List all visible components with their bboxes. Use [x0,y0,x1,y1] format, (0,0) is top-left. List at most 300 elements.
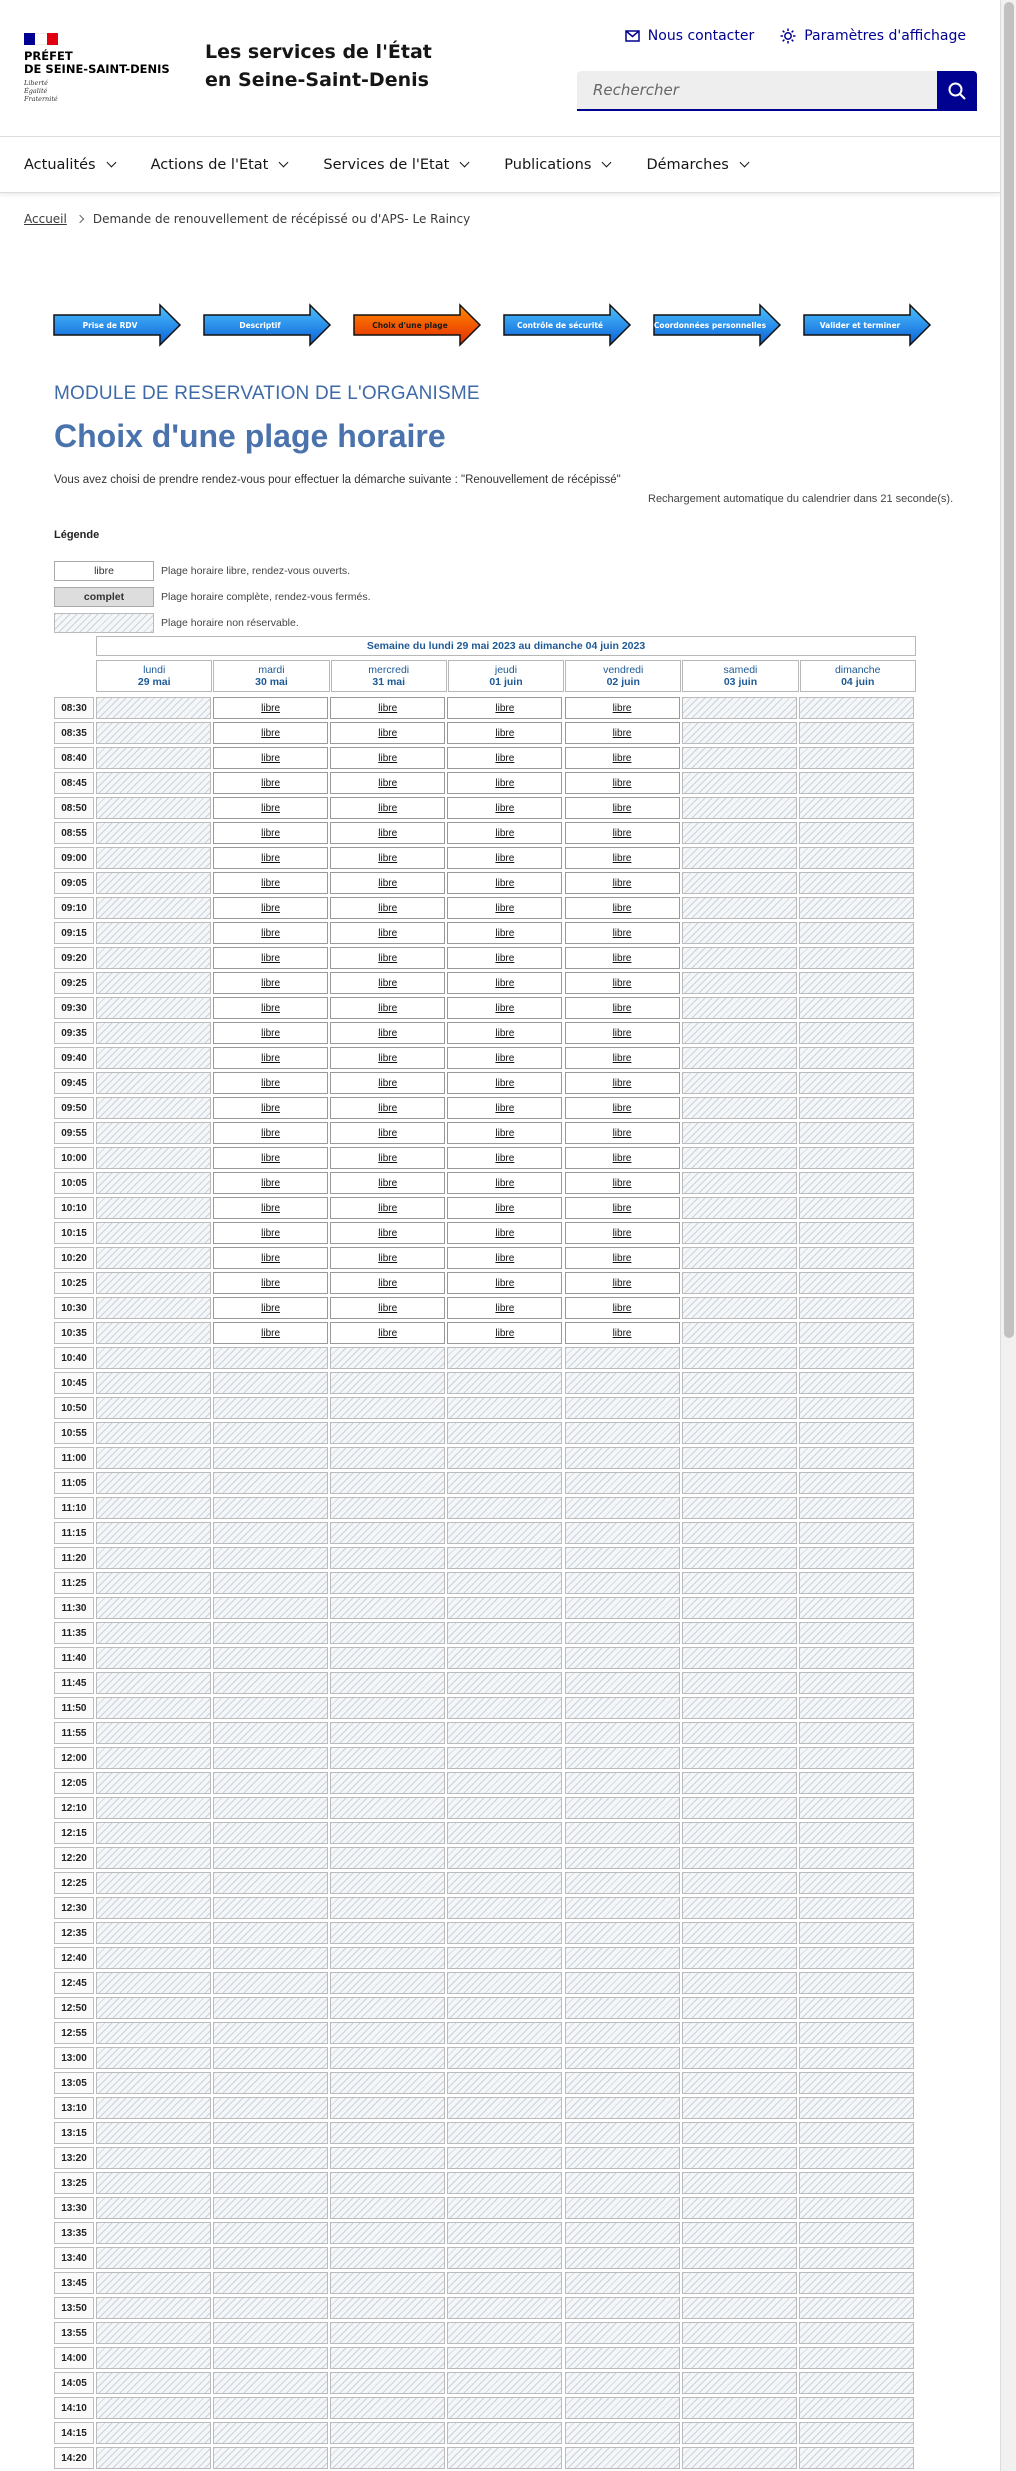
slot-unavailable [330,1447,445,1469]
slot-free-link[interactable]: libre [378,952,398,964]
slot-free-link[interactable]: libre [378,1152,398,1164]
slot-free-link[interactable]: libre [378,1177,398,1189]
slot-free[interactable] [565,997,680,1019]
slot-free-link[interactable]: libre [495,702,515,714]
slot-free[interactable] [213,1297,328,1319]
slot-unavailable [565,1772,680,1794]
slot-free-link[interactable]: libre [261,1127,281,1139]
slot-unavailable [565,1572,680,1594]
slot-unavailable [565,1622,680,1644]
time-row [54,697,916,722]
slot-free[interactable] [330,747,445,769]
slot-free-link[interactable]: libre [495,1052,515,1064]
site-title[interactable]: Les services de l'État en Seine-Saint-Denis [205,41,432,91]
slot-free-link[interactable]: libre [612,827,632,839]
slot-free-link[interactable]: libre [378,902,398,914]
time-label: 13:35 [54,2222,94,2244]
slot-free-link[interactable]: libre [261,1027,281,1039]
time-row [54,1397,916,1422]
slot-free[interactable] [447,772,562,794]
contact-link[interactable] [625,28,754,44]
slot-free-link[interactable]: libre [612,802,632,814]
slot-free[interactable] [330,1197,445,1219]
slot-free[interactable] [447,747,562,769]
slot-free-link[interactable]: libre [261,1152,281,1164]
slot-free[interactable] [213,947,328,969]
slot-free[interactable] [565,822,680,844]
slot-free-link[interactable]: libre [495,927,515,939]
slot-free[interactable] [330,1272,445,1294]
slot-free-link[interactable]: libre [612,977,632,989]
slot-unavailable [565,1547,680,1569]
slot-free[interactable] [565,1247,680,1269]
slot-free-link[interactable]: libre [261,727,281,739]
slot-free[interactable] [213,697,328,719]
slot-free-link[interactable]: libre [378,1202,398,1214]
slot-free[interactable] [213,797,328,819]
slot-free-link[interactable]: libre [612,1002,632,1014]
slot-unavailable [682,1847,797,1869]
slot-free[interactable] [565,1097,680,1119]
slot-free[interactable] [565,947,680,969]
slot-free[interactable] [447,972,562,994]
slot-free-link[interactable]: libre [261,1327,281,1339]
slot-free-link[interactable]: libre [612,927,632,939]
slot-unavailable [330,1372,445,1394]
slot-free-link[interactable]: libre [495,1177,515,1189]
slot-free-link[interactable]: libre [261,1002,281,1014]
slot-free[interactable] [565,1297,680,1319]
slot-free-link[interactable]: libre [495,1252,515,1264]
slot-free[interactable] [330,922,445,944]
slot-unavailable [799,1322,914,1344]
slot-free[interactable] [565,847,680,869]
slot-unavailable [565,1797,680,1819]
slot-unavailable [682,1022,797,1044]
vertical-scrollbar[interactable] [1000,0,1016,2471]
slot-free[interactable] [330,1247,445,1269]
slot-free[interactable] [565,1272,680,1294]
slot-free-link[interactable]: libre [261,877,281,889]
slot-unavailable [96,1322,211,1344]
slot-free[interactable] [565,872,680,894]
slot-free[interactable] [447,1297,562,1319]
slot-free[interactable] [447,722,562,744]
slot-free[interactable] [330,1072,445,1094]
slot-free-link[interactable]: libre [495,877,515,889]
slot-free[interactable] [565,1122,680,1144]
slot-free[interactable] [565,1172,680,1194]
slot-free-link[interactable]: libre [378,1227,398,1239]
slot-free-link[interactable]: libre [495,977,515,989]
time-label: 10:20 [54,1247,94,1269]
slot-free[interactable] [565,922,680,944]
slot-free[interactable] [565,747,680,769]
slot-free[interactable] [565,1047,680,1069]
slot-free[interactable] [447,1097,562,1119]
slot-free-link[interactable]: libre [261,952,281,964]
contact-label: Nous contacter [647,28,755,44]
slot-unavailable [565,1872,680,1894]
slot-free-link[interactable]: libre [378,1002,398,1014]
slot-unavailable [213,1897,328,1919]
slot-free[interactable] [213,1197,328,1219]
slot-unavailable [799,1972,914,1994]
slot-free-link[interactable]: libre [495,1277,515,1289]
slot-free[interactable] [447,1322,562,1344]
slot-free[interactable] [330,822,445,844]
slot-free-link[interactable]: libre [378,1302,398,1314]
slot-free[interactable] [330,772,445,794]
slot-free-link[interactable]: libre [378,1102,398,1114]
slot-free-link[interactable]: libre [495,1002,515,1014]
time-label: 08:40 [54,747,94,769]
step-1 [52,303,182,347]
prefecture-logo[interactable] [24,33,170,103]
slot-free-link[interactable]: libre [495,1302,515,1314]
search-button[interactable] [937,71,977,111]
slot-unavailable [799,797,914,819]
slot-free[interactable] [565,1322,680,1344]
slot-unavailable [799,2247,914,2269]
slot-free[interactable] [330,797,445,819]
slot-free-link[interactable]: libre [495,1227,515,1239]
slot-free[interactable] [447,822,562,844]
slot-free[interactable] [447,1147,562,1169]
time-row [54,772,916,797]
slot-unavailable [447,1497,562,1519]
slot-free[interactable] [565,1197,680,1219]
slot-free[interactable] [565,697,680,719]
slot-unavailable [682,1622,797,1644]
scrollbar-thumb[interactable] [1004,2,1014,1338]
slot-free[interactable] [565,897,680,919]
slot-free[interactable] [213,1022,328,1044]
slot-unavailable [682,1322,797,1344]
slot-free[interactable] [213,1097,328,1119]
slot-free[interactable] [447,1072,562,1094]
slot-free-link[interactable]: libre [378,1077,398,1089]
slot-unavailable [565,1722,680,1744]
slot-free-link[interactable]: libre [612,1227,632,1239]
slot-free[interactable] [447,1197,562,1219]
slot-free[interactable] [447,847,562,869]
slot-free[interactable] [213,897,328,919]
slot-unavailable [330,1822,445,1844]
slot-free[interactable] [213,847,328,869]
slot-unavailable [682,747,797,769]
slot-free[interactable] [447,1022,562,1044]
slot-unavailable [96,1922,211,1944]
slot-free-link[interactable]: libre [612,1327,632,1339]
slot-unavailable [565,2297,680,2319]
slot-unavailable [213,2122,328,2144]
slot-free[interactable] [330,997,445,1019]
slot-free[interactable] [213,1222,328,1244]
slot-unavailable [799,922,914,944]
slot-free-link[interactable]: libre [378,752,398,764]
slot-free[interactable] [447,1047,562,1069]
slot-free-link[interactable]: libre [612,1302,632,1314]
slot-free-link[interactable]: libre [612,1152,632,1164]
slot-free-link[interactable]: libre [378,702,398,714]
slot-free-link[interactable]: libre [378,1027,398,1039]
time-row [54,922,916,947]
slot-free-link[interactable]: libre [495,752,515,764]
slot-free-link[interactable]: libre [378,877,398,889]
slot-free-link[interactable]: libre [612,702,632,714]
slot-free-link[interactable]: libre [261,852,281,864]
slot-free-link[interactable]: libre [495,1202,515,1214]
time-label: 12:00 [54,1747,94,1769]
nav-item-publications[interactable] [504,137,610,192]
slot-free-link[interactable]: libre [261,1302,281,1314]
slot-unavailable [96,747,211,769]
slot-free-link[interactable]: libre [378,727,398,739]
slot-unavailable [799,2097,914,2119]
search-input[interactable]: Rechercher [577,71,937,111]
slot-free-link[interactable]: libre [261,1177,281,1189]
slot-unavailable [565,2422,680,2444]
slot-free[interactable] [447,922,562,944]
slot-free[interactable] [447,1172,562,1194]
slot-free-link[interactable]: libre [261,1077,281,1089]
slot-free-link[interactable]: libre [495,1102,515,1114]
display-settings-link[interactable] [780,28,966,44]
time-label: 10:05 [54,1172,94,1194]
slot-free-link[interactable]: libre [261,1202,281,1214]
slot-free-link[interactable]: libre [612,852,632,864]
slot-free-link[interactable]: libre [612,902,632,914]
slot-unavailable [682,1597,797,1619]
slot-unavailable [213,1422,328,1444]
slot-free-link[interactable]: libre [261,977,281,989]
slot-free[interactable] [447,1272,562,1294]
slot-free[interactable] [565,1072,680,1094]
slot-unavailable [447,1347,562,1369]
slot-free[interactable] [213,1272,328,1294]
slot-free[interactable] [447,897,562,919]
slot-unavailable [96,2447,211,2469]
time-row [54,1897,916,1922]
slot-free[interactable] [213,972,328,994]
time-label: 11:50 [54,1697,94,1719]
time-label: 12:40 [54,1947,94,1969]
slot-free[interactable] [330,1172,445,1194]
slot-free[interactable] [213,1322,328,1344]
slot-free[interactable] [330,1222,445,1244]
slot-free-link[interactable]: libre [495,1027,515,1039]
slot-free-link[interactable]: libre [261,802,281,814]
slot-free[interactable] [447,1222,562,1244]
slot-free[interactable] [213,872,328,894]
slot-free[interactable] [330,722,445,744]
slot-free-link[interactable]: libre [261,1052,281,1064]
slot-free[interactable] [330,1097,445,1119]
step-3 [352,303,482,347]
slot-free[interactable] [565,772,680,794]
slot-free-link[interactable]: libre [612,1252,632,1264]
time-row [54,1022,916,1047]
time-label: 11:45 [54,1672,94,1694]
slot-free[interactable] [213,997,328,1019]
slot-free-link[interactable]: libre [495,952,515,964]
slot-free-link[interactable]: libre [495,1127,515,1139]
slot-unavailable [96,1597,211,1619]
slot-free[interactable] [330,1147,445,1169]
legend-free-box: libre [54,561,154,581]
step-2 [202,303,332,347]
slot-free[interactable] [213,1147,328,1169]
slot-free[interactable] [213,922,328,944]
slot-unavailable [682,2447,797,2469]
slot-free-link[interactable]: libre [261,827,281,839]
slot-free[interactable] [565,797,680,819]
slot-free[interactable] [330,1022,445,1044]
slot-free-link[interactable]: libre [261,752,281,764]
breadcrumb-home[interactable]: Accueil [24,212,67,226]
slot-free-link[interactable]: libre [378,1277,398,1289]
slot-free[interactable] [330,947,445,969]
slot-free-link[interactable]: libre [261,902,281,914]
slot-unavailable [213,2247,328,2269]
slot-free[interactable] [213,1047,328,1069]
slot-free[interactable] [565,722,680,744]
slot-free-link[interactable]: libre [612,877,632,889]
slot-free-link[interactable]: libre [378,802,398,814]
slot-free-link[interactable]: libre [261,1252,281,1264]
slot-free-link[interactable]: libre [612,1202,632,1214]
nav-label: Actualités [24,156,96,173]
slot-free-link[interactable]: libre [495,827,515,839]
slot-free-link[interactable]: libre [261,927,281,939]
slot-free[interactable] [213,772,328,794]
slot-unavailable [96,797,211,819]
slot-free[interactable] [213,722,328,744]
slot-free[interactable] [330,872,445,894]
slot-unavailable [799,1797,914,1819]
slot-free-link[interactable]: libre [378,777,398,789]
slot-free[interactable] [447,1247,562,1269]
slot-free-link[interactable]: libre [378,977,398,989]
slot-free[interactable] [213,747,328,769]
slot-free-link[interactable]: libre [612,1052,632,1064]
slot-free[interactable] [565,1022,680,1044]
slot-unavailable [565,1847,680,1869]
slot-free[interactable] [330,1047,445,1069]
slot-free-link[interactable]: libre [495,1077,515,1089]
slot-free-link[interactable]: libre [378,1252,398,1264]
slot-free[interactable] [213,1072,328,1094]
slot-free[interactable] [330,1297,445,1319]
slot-free[interactable] [330,972,445,994]
slot-free[interactable] [330,1322,445,1344]
slot-unavailable [799,1022,914,1044]
slot-free-link[interactable]: libre [378,1327,398,1339]
time-label: 13:25 [54,2172,94,2194]
slot-free[interactable] [565,1147,680,1169]
time-label: 09:05 [54,872,94,894]
slot-free[interactable] [213,1122,328,1144]
slot-unavailable [96,697,211,719]
slot-free-link[interactable]: libre [495,1152,515,1164]
slot-free[interactable] [565,1222,680,1244]
slot-free-link[interactable]: libre [378,827,398,839]
slot-unavailable [565,2147,680,2169]
slot-free-link[interactable]: libre [495,727,515,739]
legend-full-text: Plage horaire complète, rendez-vous fermés. [161,591,371,603]
slot-unavailable [447,1372,562,1394]
slot-unavailable [213,1547,328,1569]
slot-free[interactable] [447,997,562,1019]
slot-free-link[interactable]: libre [612,1177,632,1189]
slot-free-link[interactable]: libre [261,777,281,789]
slot-unavailable [565,1472,680,1494]
slot-unavailable [682,1122,797,1144]
slot-free-link[interactable]: libre [495,1327,515,1339]
slot-free-link[interactable]: libre [495,802,515,814]
legend-title: Légende [54,529,100,541]
slot-free-link[interactable]: libre [612,1027,632,1039]
slot-free-link[interactable]: libre [378,1052,398,1064]
slot-unavailable [96,1497,211,1519]
slot-free[interactable] [330,697,445,719]
slot-free-link[interactable]: libre [261,1227,281,1239]
slot-free-link[interactable]: libre [612,1127,632,1139]
slot-free-link[interactable]: libre [612,752,632,764]
slot-free-link[interactable]: libre [495,852,515,864]
slot-free[interactable] [565,972,680,994]
slot-free[interactable] [213,1247,328,1269]
slot-free-link[interactable]: libre [378,927,398,939]
slot-unavailable [682,1672,797,1694]
nav-item-actualites[interactable] [24,137,115,192]
nav-item-demarches[interactable] [646,137,747,192]
nav-item-services[interactable] [323,137,468,192]
slot-free-link[interactable]: libre [612,1102,632,1114]
slot-free-link[interactable]: libre [261,1102,281,1114]
nav-item-actions[interactable] [151,137,288,192]
slot-free-link[interactable]: libre [612,1277,632,1289]
slot-unavailable [799,2172,914,2194]
slot-free-link[interactable]: libre [495,777,515,789]
slot-free[interactable] [330,847,445,869]
slot-free[interactable] [330,1122,445,1144]
slot-free[interactable] [447,947,562,969]
slot-free-link[interactable]: libre [612,727,632,739]
legend-full-box: complet [54,587,154,607]
slot-free[interactable] [213,1172,328,1194]
slot-free-link[interactable]: libre [612,952,632,964]
slot-free[interactable] [447,872,562,894]
slot-unavailable [213,2022,328,2044]
slot-free[interactable] [447,797,562,819]
slot-free-link[interactable]: libre [612,1077,632,1089]
slot-free[interactable] [447,697,562,719]
day-header [800,660,916,692]
slot-free[interactable] [447,1122,562,1144]
slot-free-link[interactable]: libre [378,1127,398,1139]
slot-free[interactable] [330,897,445,919]
slot-free-link[interactable]: libre [261,702,281,714]
slot-free-link[interactable]: libre [261,1277,281,1289]
slot-free-link[interactable]: libre [495,902,515,914]
slot-unavailable [213,2097,328,2119]
slot-free-link[interactable]: libre [612,777,632,789]
slot-free-link[interactable]: libre [378,852,398,864]
slot-unavailable [682,1822,797,1844]
slot-free[interactable] [213,822,328,844]
